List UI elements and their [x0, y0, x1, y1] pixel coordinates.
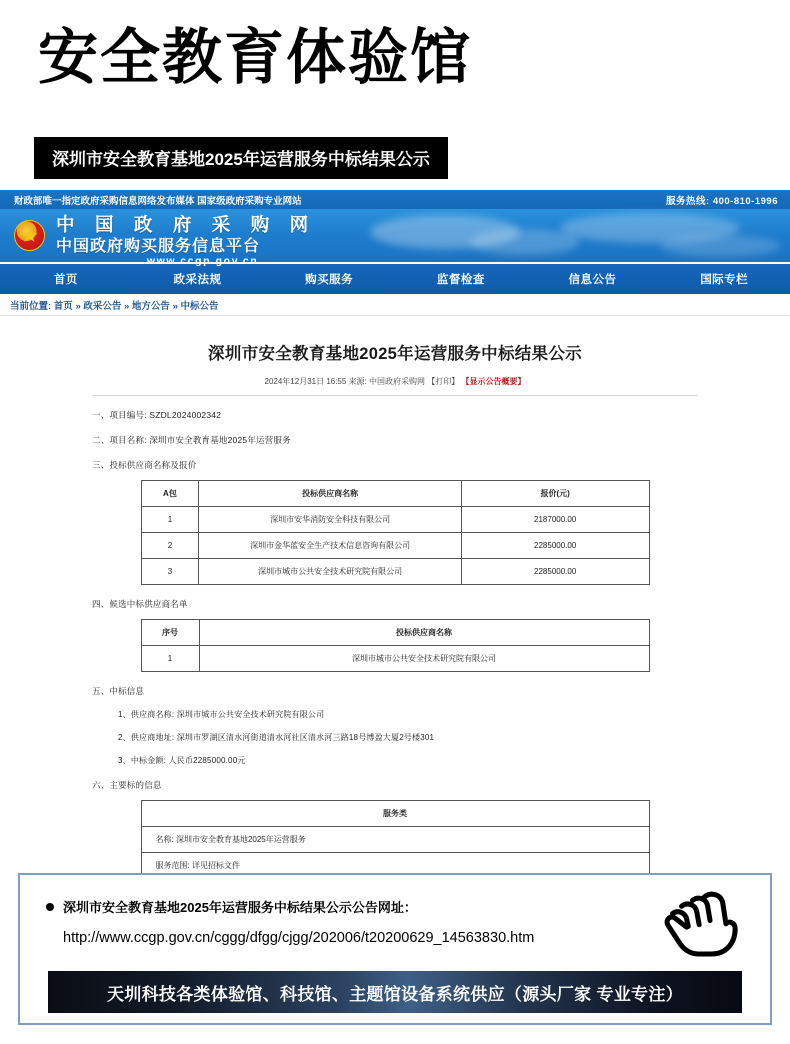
cell-supplier: 深圳市城市公共安全技术研究院有限公司: [199, 559, 461, 585]
service-hotline: 服务热线: 400-810-1996: [666, 195, 778, 207]
announcement-url[interactable]: http://www.ccgp.gov.cn/cggg/dfgg/cjgg/202006/t20200629_14563830.htm: [63, 930, 535, 946]
site-slogan: 财政部唯一指定政府采购信息网络发布媒体 国家级政府采购专业网站: [14, 195, 302, 207]
nav-item-services[interactable]: 购买服务: [305, 274, 354, 286]
hero-subtitle-badge: 深圳市安全教育基地2025年运营服务中标结果公示: [34, 137, 448, 179]
table-header-row: [141, 481, 649, 507]
cell-index: 2: [141, 533, 199, 559]
col-supplier: 投标供应商名称: [199, 620, 649, 646]
nav-item-home[interactable]: 首页: [53, 274, 78, 286]
site-topbar: [0, 190, 790, 209]
cell-supplier: 深圳市金华蓝安全生产技术信息咨询有限公司: [199, 533, 461, 559]
nav-item-notices[interactable]: 信息公告: [568, 274, 617, 286]
col-service-type: 服务类: [141, 801, 649, 827]
nav-item-international[interactable]: 国际专栏: [700, 274, 749, 286]
site-nav: [0, 264, 790, 294]
col-package: A包: [141, 481, 199, 507]
section-project-number: [92, 409, 698, 421]
cell-service-scope: 服务范围: 详见招标文件: [141, 853, 649, 879]
nav-item-regulations[interactable]: 政采法规: [173, 274, 222, 286]
cell-price: 2285000.00: [461, 559, 649, 585]
cell-price: 2285000.00: [461, 533, 649, 559]
section-bidders-heading: 三、投标供应商名称及报价: [92, 460, 197, 470]
site-brand: [56, 215, 315, 268]
brand-line-1: 中 国 政 府 采 购 网: [56, 215, 316, 236]
footer-banner-text: 天圳科技各类体验馆、科技馆、主题馆设备系统供应（源头厂家 专业专注）: [107, 984, 683, 1004]
breadcrumb[interactable]: 当前位置: 首页 » 政采公告 » 地方公告 » 中标公告: [0, 294, 790, 316]
bidders-table: [141, 480, 650, 585]
announcement-document: [0, 316, 790, 903]
emblem-star-shape: [21, 229, 38, 242]
cloud-decoration: [470, 229, 580, 255]
table-row: [141, 559, 649, 585]
cell-index: 1: [141, 646, 199, 672]
footer-banner: [48, 971, 742, 1013]
award-amount: 3、中标金额: 人民币2285000.00元: [118, 756, 246, 765]
award-supplier-name: 1、供应商名称: 深圳市城市公共安全技术研究院有限公司: [118, 710, 325, 719]
print-link[interactable]: 【打印】: [427, 377, 460, 386]
section2-label: 二、项目名称:: [92, 435, 147, 445]
table-header-row: [141, 620, 649, 646]
col-price: 报价(元): [461, 481, 649, 507]
page-title: 深圳市安全教育基地2025年运营服务中标结果公示: [208, 345, 582, 363]
cell-supplier: 深圳市安华消防安全科技有限公司: [199, 507, 461, 533]
brand-line-2: 中国政府购买服务信息平台: [56, 236, 261, 255]
section-subject-heading: 六、主要标的信息: [92, 780, 162, 790]
nav-item-supervision[interactable]: 监督检查: [436, 274, 485, 286]
cell-index: 3: [141, 559, 199, 585]
cell-price: 2187000.00: [461, 507, 649, 533]
award-supplier-address: 2、供应商地址: 深圳市罗湖区清水河街道清水河社区清水河三路18号博盈大厦2号楼301: [118, 733, 435, 742]
section1-value: SZDL2024002342: [149, 410, 222, 420]
section-award-heading: 五、中标信息: [92, 686, 145, 696]
document-meta: [92, 376, 698, 396]
col-seq: 序号: [141, 620, 199, 646]
bullet-dot-icon: [46, 903, 54, 911]
table-row: [141, 646, 649, 672]
section-candidates-heading: 四、候选中标供应商名单: [92, 599, 188, 609]
cell-supplier: 深圳市城市公共安全技术研究院有限公司: [199, 646, 649, 672]
section-project-name: [92, 434, 698, 446]
candidates-table: [141, 619, 650, 672]
brand-url: www.ccgp.gov.cn: [146, 255, 259, 267]
cloud-decoration: [660, 235, 780, 257]
cell-service-name: 名称: 深圳市安全教育基地2025年运营服务: [141, 827, 649, 853]
section2-value: 深圳市安全教育基地2025年运营服务: [149, 435, 291, 445]
table-row: [141, 507, 649, 533]
table-row: [141, 533, 649, 559]
col-supplier: 投标供应商名称: [199, 481, 461, 507]
site-banner: [0, 209, 790, 267]
hero-title: 安全教育体验馆: [38, 23, 472, 93]
pointing-hand-icon: [658, 887, 742, 959]
table-row: [141, 827, 649, 853]
footer-card: [18, 873, 772, 1025]
section1-label: 一、项目编号:: [92, 410, 147, 420]
national-emblem-icon: [14, 220, 45, 251]
cell-index: 1: [141, 507, 199, 533]
meta-date-source: 2024年12月31日 16:55 来源: 中国政府采购网: [264, 377, 426, 386]
table-header-row: [141, 801, 649, 827]
summary-link[interactable]: 【显示公告概要】: [461, 377, 526, 386]
embedded-website-screenshot: [0, 190, 790, 878]
footer-bullet-text: 深圳市安全教育基地2025年运营服务中标结果公示公告网址：: [63, 900, 417, 915]
